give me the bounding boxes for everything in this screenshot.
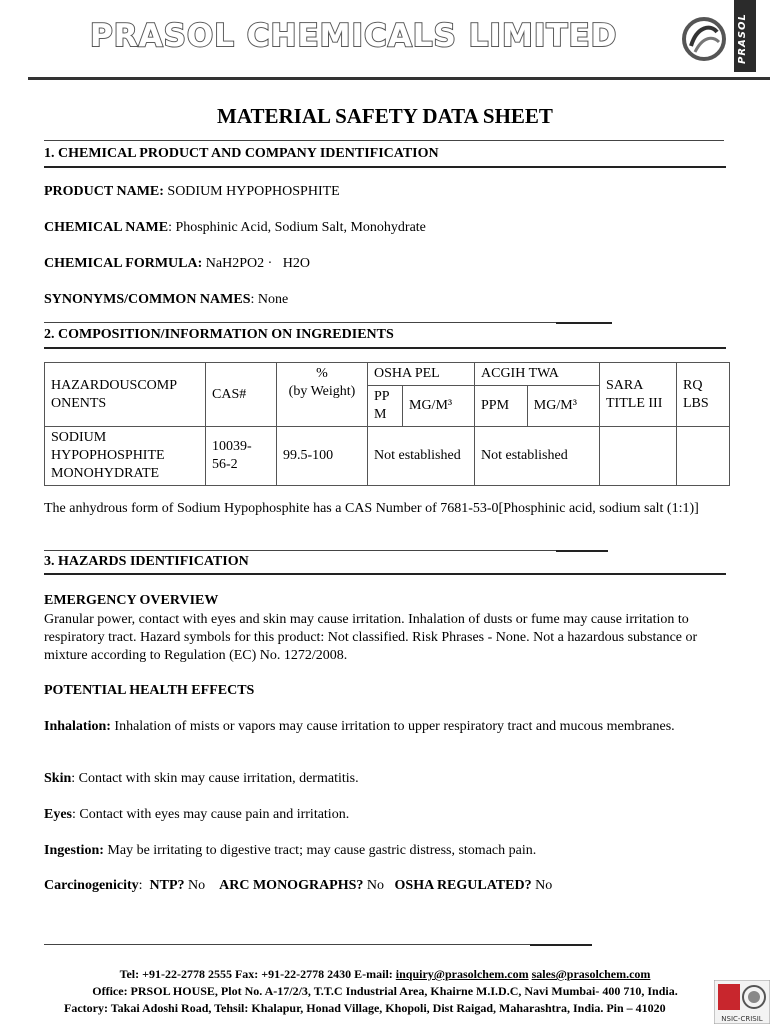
title-divider	[44, 140, 724, 141]
cell-rq	[677, 427, 730, 486]
cell-cas: 10039- 56-2	[206, 427, 277, 486]
ntp-label: NTP?	[149, 878, 185, 893]
col-header-by-weight: (by Weight)	[288, 384, 356, 399]
footer-top-rule	[44, 944, 530, 945]
cell-sara	[600, 427, 677, 486]
col-header-rq: RQ LBS	[677, 363, 730, 427]
section-3-top-rule	[44, 550, 556, 551]
cell-percent: 99.5-100	[277, 427, 368, 486]
footer-office-address: Office: PRSOL HOUSE, Plot No. A-17/2/3, T.T.C Industrial Area, Khairne M.I.D.C, Navi Mumbai- 400 710, India.	[92, 984, 678, 998]
chemical-formula-label: CHEMICAL FORMULA:	[44, 256, 203, 271]
skin-text: : Contact with skin may cause irritation, dermatitis.	[71, 771, 359, 786]
section-1-rule	[44, 166, 726, 168]
ingestion-line	[44, 843, 536, 859]
inhalation-paragraph	[44, 718, 724, 736]
chemical-formula-value: NaH2PO2 · H2O	[202, 256, 310, 271]
company-name: PRASOL CHEMICALS LIMITED	[90, 18, 618, 54]
col-header-osha-pel: OSHA PEL	[368, 363, 475, 386]
header-rule	[28, 77, 770, 80]
section-3-top-rule-stub	[556, 550, 608, 552]
skin-label: Skin	[44, 771, 72, 786]
footer	[0, 966, 770, 1017]
potential-health-effects-heading: POTENTIAL HEALTH EFFECTS	[44, 683, 255, 698]
col-header-cas: CAS#	[206, 363, 277, 427]
col-header-acgih-twa: ACGIH TWA	[475, 363, 600, 386]
cell-osha-pel: Not established	[368, 427, 475, 486]
nsic-crisil-badge-icon	[714, 980, 770, 1024]
logo-tab	[734, 0, 756, 72]
eyes-label: Eyes	[44, 807, 72, 822]
cell-acgih-twa: Not established	[475, 427, 600, 486]
footer-email-sales-link[interactable]: sales@prasolchem.com	[531, 967, 651, 981]
chemical-name-value: : Phosphinic Acid, Sodium Salt, Monohydrate	[168, 220, 426, 235]
section-2-heading: 2. COMPOSITION/INFORMATION ON INGREDIENTS	[44, 327, 394, 342]
arc-label: ARC MONOGRAPHS?	[219, 878, 364, 893]
synonyms-line	[44, 292, 288, 308]
col-header-acgih-ppm: PPM	[475, 386, 528, 427]
composition-table	[44, 362, 730, 486]
inhalation-label: Inhalation:	[44, 719, 111, 734]
ingestion-text: May be irritating to digestive tract; may cause gastric distress, stomach pain.	[103, 843, 537, 858]
synonyms-value: : None	[250, 292, 289, 307]
col-header-sara: SARA TITLE III	[600, 363, 677, 427]
skin-line	[44, 771, 359, 787]
letterhead	[0, 0, 770, 80]
footer-tel-fax: Tel: +91-22-2778 2555 Fax: +91-22-2778 2430 E-mail:	[119, 967, 396, 981]
section-1-heading: 1. CHEMICAL PRODUCT AND COMPANY IDENTIFICATION	[44, 146, 439, 161]
section-2-top-rule	[44, 322, 556, 323]
col-header-osha-ppm: PP M	[368, 386, 403, 427]
col-header-component: HAZARDOUSCOMP ONENTS	[45, 363, 206, 427]
table-row	[45, 427, 730, 486]
chemical-name-label: CHEMICAL NAME	[44, 220, 169, 235]
ntp-value: No	[184, 878, 220, 893]
badge-text: NSIC-CRISIL	[721, 1015, 763, 1023]
company-logo-icon	[681, 16, 727, 62]
osha-regulated-value: No	[531, 878, 553, 893]
emergency-overview-text: Granular power, contact with eyes and skin may cause irritation. Inhalation of dusts or fume may cause irritation to respiratory tract. Hazard symbols for this product: Not classified. Risk Phrases - None. Not a hazardous substance or mixture according to Regulation (EC) No. 1272/2008.	[44, 612, 698, 663]
carcinogenicity-label: Carcinogenicity	[44, 878, 139, 893]
table-header-row	[45, 363, 730, 386]
eyes-line	[44, 807, 349, 823]
col-header-percent-symbol: %	[316, 366, 328, 381]
document-title: MATERIAL SAFETY DATA SHEET	[217, 104, 553, 128]
section-2-top-rule-stub	[556, 322, 612, 324]
col-header-osha-mgm3: MG/M³	[403, 386, 475, 427]
emergency-overview-heading: EMERGENCY OVERVIEW	[44, 593, 219, 608]
cell-component: SODIUM HYPOPHOSPHITE MONOHYDRATE	[45, 427, 206, 486]
footer-factory-address: Factory: Takai Adoshi Road, Tehsil: Khalapur, Honad Village, Khopoli, Dist Raigad, Maharashtra, India. Pin – 41020	[64, 1001, 666, 1015]
carcinogenicity-line	[44, 878, 552, 894]
product-name-value: SODIUM HYPOPHOSPHITE	[163, 184, 340, 199]
chemical-name-line	[44, 220, 426, 236]
synonyms-label: SYNONYMS/COMMON NAMES	[44, 292, 251, 307]
footer-contact-line	[0, 966, 770, 983]
footer-email-inquiry-link[interactable]: inquiry@prasolchem.com	[395, 967, 529, 981]
section-2-rule	[44, 347, 726, 349]
col-header-acgih-mgm3: MG/M³	[527, 386, 599, 427]
osha-regulated-label: OSHA REGULATED?	[394, 878, 532, 893]
product-name-label: PRODUCT NAME:	[44, 184, 164, 199]
inhalation-text: Inhalation of mists or vapors may cause irritation to upper respiratory tract and mucous membranes.	[110, 719, 675, 734]
carcinogenicity-separator: :	[138, 878, 150, 893]
chemical-formula-line	[44, 256, 310, 272]
eyes-text: : Contact with eyes may cause pain and irritation.	[72, 807, 350, 822]
logo-tab-text: PRASOL	[737, 13, 748, 64]
product-name-line	[44, 184, 340, 200]
arc-value: No	[363, 878, 395, 893]
anhydrous-note: The anhydrous form of Sodium Hypophosphite has a CAS Number of 7681-53-0[Phosphinic acid, sodium salt (1:1)]	[44, 501, 699, 516]
section-3-heading: 3. HAZARDS IDENTIFICATION	[44, 554, 249, 569]
col-header-percent	[277, 363, 368, 427]
footer-top-rule-stub	[530, 944, 592, 946]
ingestion-label: Ingestion:	[44, 843, 104, 858]
section-3-rule	[44, 573, 726, 575]
